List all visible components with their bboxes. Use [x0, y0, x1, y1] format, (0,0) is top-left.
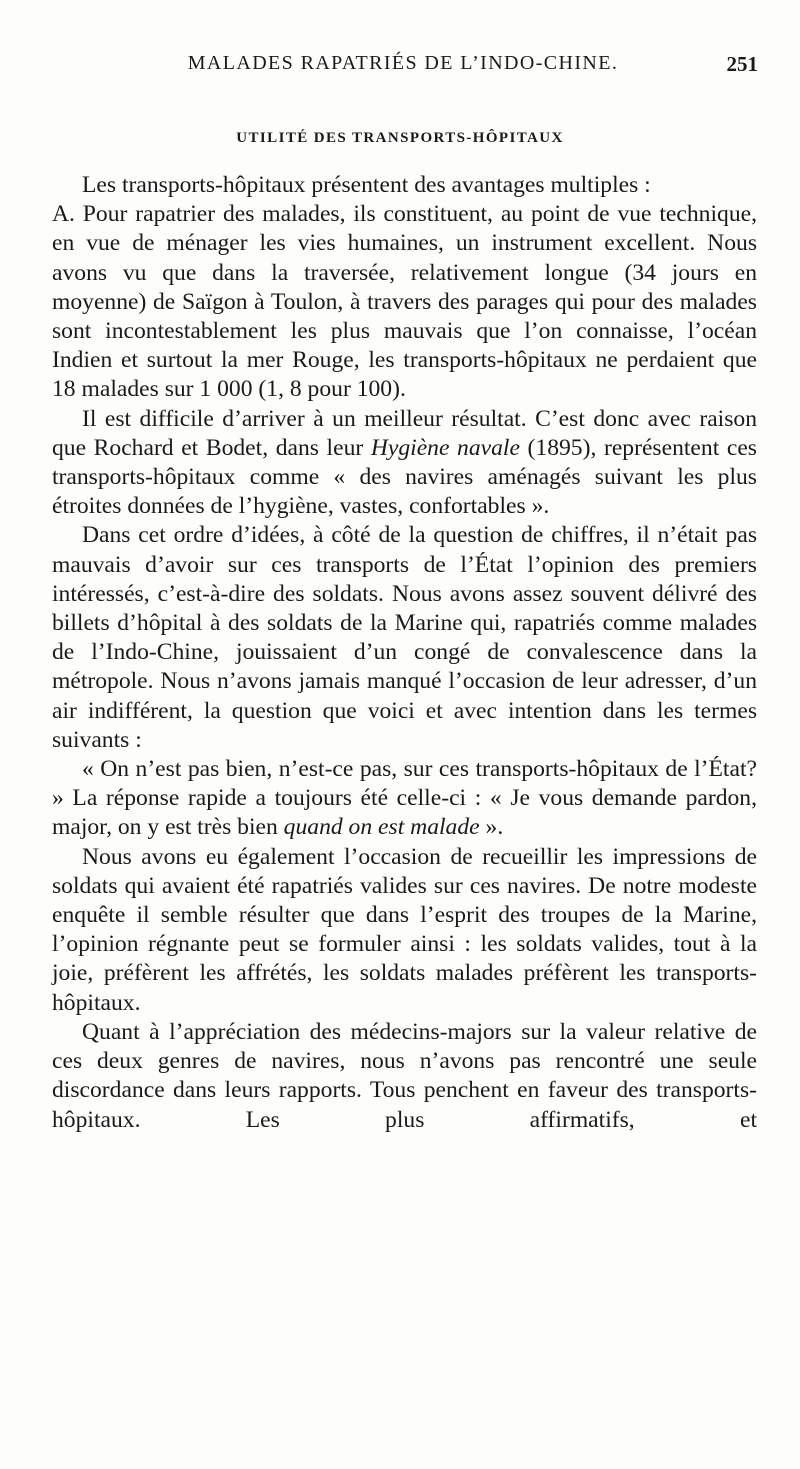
running-head: [48, 52, 758, 82]
emphasis-text: quand on est malade: [283, 814, 480, 841]
paragraph-quote: [52, 755, 757, 843]
paragraph-point-a: A. Pour rapatrier des malades, ils constituent, au point de vue technique, en vue de ménager les vies humaines, un instrument excellent. Nous avons vu que dans la traversée, relativement longue (34 jours en moyenne) de Saïgon à Toulon, à travers des parages qui pour des malades sont incontestablement les plus mauvais que l’on connaisse, l’océan Indien et surtout la mer Rouge, les transports-hôpitaux ne perdaient que 18 malades sur 1 000 (1, 8 pour 100).: [52, 201, 757, 403]
paragraph-text: ».: [479, 814, 504, 841]
running-title: MALADES RAPATRIÉS DE L’INDO-CHINE.: [187, 52, 619, 74]
paragraph-soldiers-opinion: Dans cet ordre d’idées, à côté de la question de chiffres, il n’était pas mauvais d’avoir sur ces transports de l’État l’opinion des premiers intéressés, c’est-à-dire des soldats. Nous avons assez souvent délivré des billets d’hôpital à des soldats de la Marine qui, rapatriés comme malades de l’Indo-Chine, jouissaient d’un congé de convalescence dans la métropole. Nous n’avons jamais manqué l’occasion de leur adresser, d’un air indifférent, la question que voici et avec intention dans les termes suivants :: [52, 522, 757, 753]
paragraph-text: Il est difficile d’arriver à un meilleur résultat. C’est donc avec raison que Rochard et Bodet, dans leur: [52, 405, 757, 461]
body-text: [52, 171, 757, 1135]
paragraph-hygiene-navale: [52, 405, 757, 522]
book-title: Hygiène navale: [370, 434, 520, 461]
paragraph-text: (1895), représentent ces transports-hôpitaux comme « des navires aménagés suivant les plus étroites données de l’hygiène, vastes, confortables ».: [52, 434, 757, 520]
page-number: 251: [726, 52, 758, 76]
paragraph-intro: Les transports-hôpitaux présentent des avantages multiples :: [82, 172, 651, 198]
paragraph-doctors-appreciation: Quant à l’appréciation des médecins-majors sur la valeur relative de ces deux genres de navires, nous n’avons pas rencontré une seule discordance dans leurs rapports. Tous penchent en faveur des transports-hôpitaux. Les plus affirmatifs, et: [52, 1018, 757, 1133]
paragraph-valid-soldiers: Nous avons eu également l’occasion de recueillir les impressions de soldats qui avaient été rapatriés valides sur ces navires. De notre modeste enquête il semble résulter que dans l’esprit des troupes de la Marine, l’opinion régnante peut se formuler ainsi : les soldats valides, tout à la joie, préfèrent les affrétés, les soldats malades préfèrent les transports-hôpitaux.: [52, 843, 757, 1016]
section-heading: UTILITÉ DES TRANSPORTS-HÔPITAUX: [236, 130, 564, 146]
paragraph-text: « On n’est pas bien, n’est-ce pas, sur ces transports-hôpitaux de l’État? » La réponse rapide a toujours été celle-ci : « Je vous demande pardon, major, on y est très bien: [52, 756, 757, 841]
